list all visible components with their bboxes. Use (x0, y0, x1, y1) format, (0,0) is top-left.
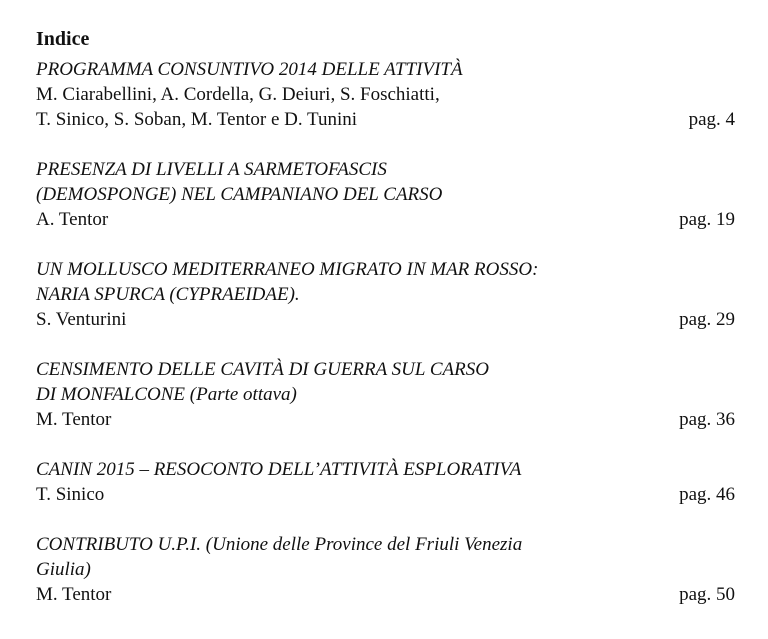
entry-authors: S. Venturini (36, 309, 127, 330)
entry-author-row (36, 407, 741, 432)
entry-author-row (36, 82, 741, 132)
entry-title: CANIN 2015 – RESOCONTO DELL’ATTIVITÀ ESPLORATIVA (36, 459, 522, 480)
index-entry (36, 357, 741, 432)
entry-page-number: pag. 19 (679, 209, 735, 230)
entry-author-row (36, 582, 741, 607)
entry-page-number: pag. 50 (679, 584, 735, 605)
index-entry (36, 157, 741, 232)
entry-page-number: pag. 29 (679, 309, 735, 330)
entry-title: PROGRAMMA CONSUNTIVO 2014 DELLE ATTIVITÀ (36, 59, 463, 80)
index-page (36, 27, 741, 607)
entry-title: PRESENZA DI LIVELLI A SARMETOFASCIS (DEMOSPONGE) NEL CAMPANIANO DEL CARSO (36, 159, 443, 205)
entry-title: CONTRIBUTO U.P.I. (Unione delle Province del Friuli Venezia Giulia) (36, 534, 523, 580)
entry-page-number: pag. 36 (679, 409, 735, 430)
index-heading: Indice (36, 28, 90, 50)
entry-title: UN MOLLUSCO MEDITERRANEO MIGRATO IN MAR ROSSO: NARIA SPURCA (CYPRAEIDAE). (36, 259, 539, 305)
entry-authors: T. Sinico (36, 484, 105, 505)
entry-authors: M. Tentor (36, 409, 112, 430)
entry-authors: M. Tentor (36, 584, 112, 605)
index-entry (36, 257, 741, 332)
entry-page-number: pag. 46 (679, 484, 735, 505)
entry-author-row (36, 207, 741, 232)
entry-author-row (36, 307, 741, 332)
entry-title: CENSIMENTO DELLE CAVITÀ DI GUERRA SUL CARSO DI MONFALCONE (Parte ottava) (36, 359, 489, 405)
entry-authors: A. Tentor (36, 209, 109, 230)
entry-author-row (36, 482, 741, 507)
index-entry (36, 57, 741, 132)
index-entry (36, 532, 741, 607)
index-entry (36, 457, 741, 507)
entry-authors: M. Ciarabellini, A. Cordella, G. Deiuri, S. Foschiatti, T. Sinico, S. Soban, M. Tentor e D. Tunini (36, 84, 440, 130)
entry-page-number: pag. 4 (688, 109, 735, 130)
